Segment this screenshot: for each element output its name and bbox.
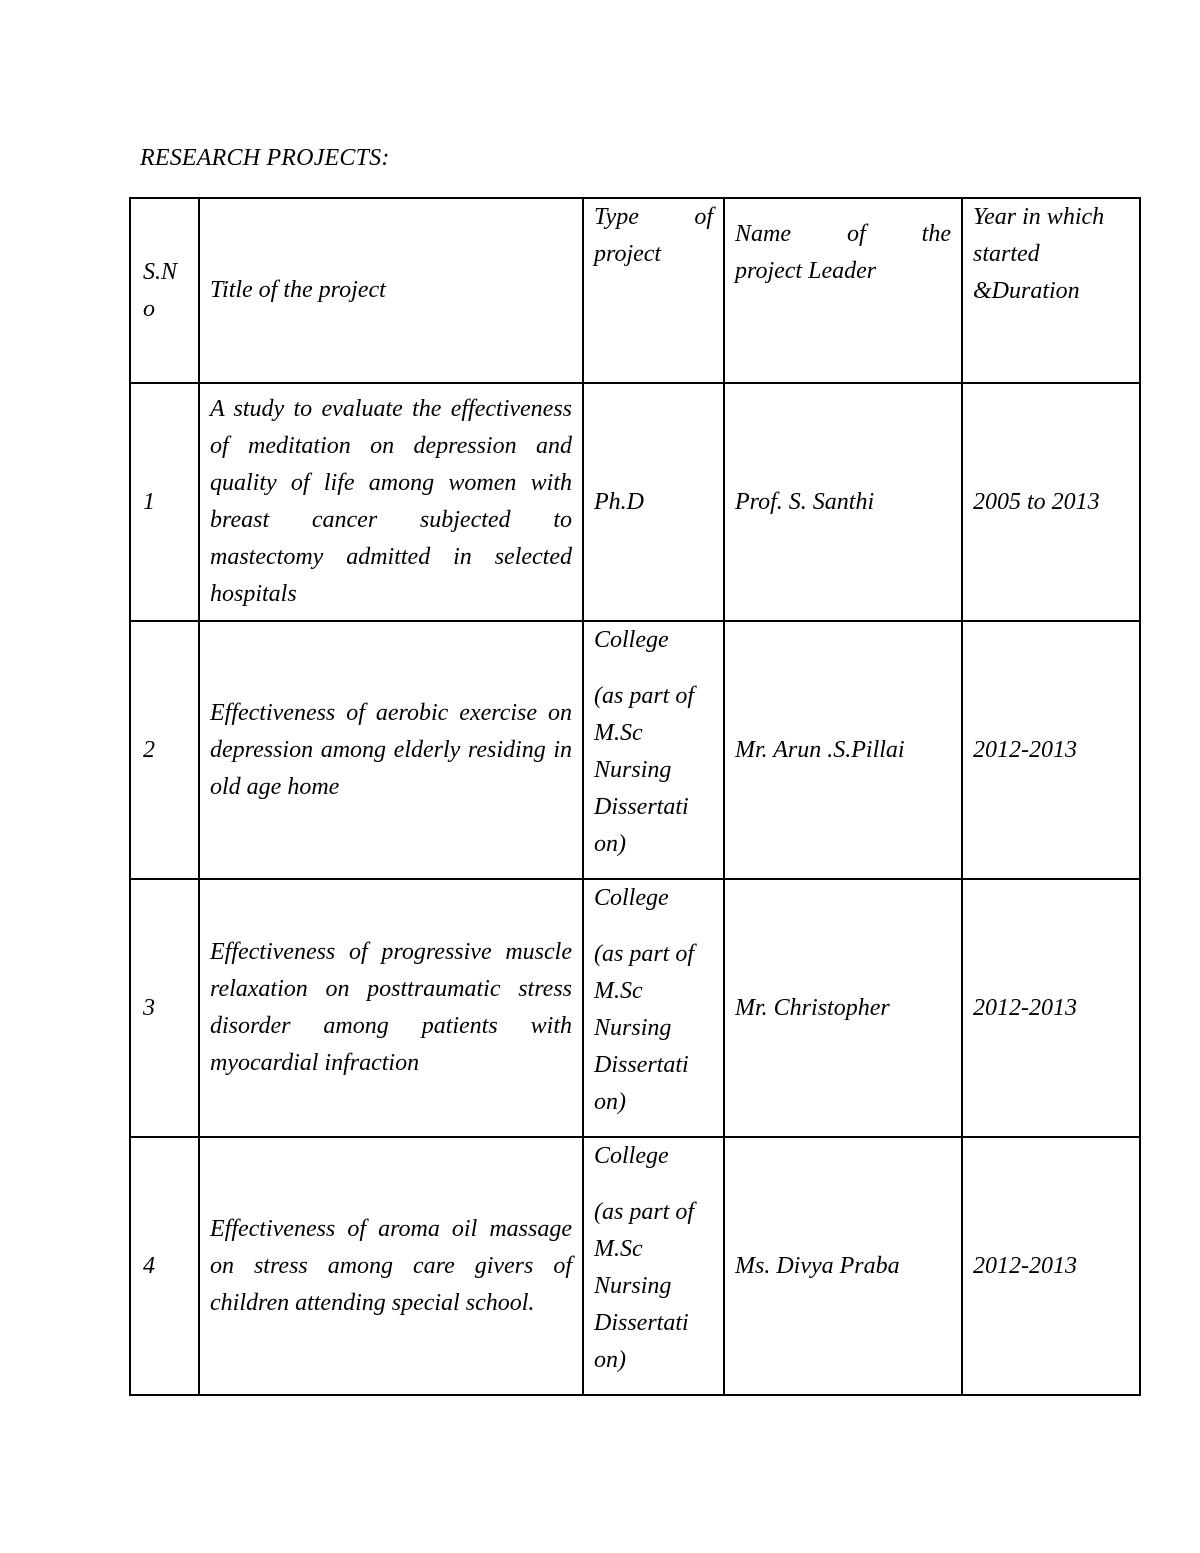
cell-type-line: on) — [594, 831, 626, 857]
cell-title: A study to evaluate the effectiveness of meditation on depression and quality of life among women with breast cancer subjected to mastectomy admitted in selected hospitals — [199, 383, 583, 621]
cell-type-line: (as part of — [594, 941, 695, 967]
table-header-row — [130, 198, 1140, 383]
table-row — [130, 879, 1140, 1137]
cell-title: Effectiveness of aerobic exercise on depression among elderly residing in old age home — [199, 621, 583, 879]
page-heading: RESEARCH PROJECTS: — [140, 145, 390, 171]
cell-type-line: on) — [594, 1089, 626, 1115]
cell-leader: Mr. Christopher — [724, 879, 962, 1137]
cell-sno: 1 — [130, 383, 199, 621]
cell-leader: Ms. Divya Praba — [724, 1137, 962, 1395]
table-row — [130, 621, 1140, 879]
cell-sno: 4 — [130, 1137, 199, 1395]
header-leader — [724, 198, 962, 383]
cell-sno: 3 — [130, 879, 199, 1137]
table-row — [130, 1137, 1140, 1395]
header-type — [583, 198, 724, 383]
cell-type — [583, 879, 724, 1137]
cell-leader: Prof. S. Santhi — [724, 383, 962, 621]
cell-type-line: College — [594, 627, 669, 653]
cell-type-line: Nursing — [594, 1273, 672, 1299]
header-sno — [130, 198, 199, 383]
cell-type: Ph.D — [583, 383, 724, 621]
header-type-word2: of — [694, 204, 713, 230]
cell-year: 2012-2013 — [962, 621, 1140, 879]
cell-type-line: M.Sc — [594, 720, 643, 746]
cell-year: 2012-2013 — [962, 879, 1140, 1137]
cell-leader: Mr. Arun .S.Pillai — [724, 621, 962, 879]
header-title — [199, 198, 583, 383]
header-leader-line2: project Leader — [735, 258, 877, 284]
cell-type-line: Dissertati — [594, 794, 689, 820]
cell-type-line: M.Sc — [594, 978, 643, 1004]
cell-type-line: (as part of — [594, 1199, 695, 1225]
header-year-line1: Year in which — [973, 204, 1105, 230]
header-leader-word3: the — [921, 221, 951, 247]
cell-type-line: Dissertati — [594, 1052, 689, 1078]
cell-type-line: M.Sc — [594, 1236, 643, 1262]
cell-type-line: College — [594, 1143, 669, 1169]
cell-year: 2012-2013 — [962, 1137, 1140, 1395]
header-title-text: Title of the project — [210, 277, 386, 303]
cell-type-line: Nursing — [594, 757, 672, 783]
cell-title: Effectiveness of progressive muscle relaxation on posttraumatic stress disorder among patients with myocardial infraction — [199, 879, 583, 1137]
cell-sno: 2 — [130, 621, 199, 879]
table-row — [130, 383, 1140, 621]
header-leader-word2: of — [847, 221, 866, 247]
header-leader-word1: Name — [735, 221, 791, 247]
cell-type-line: (as part of — [594, 683, 695, 709]
cell-type — [583, 621, 724, 879]
header-year — [962, 198, 1140, 383]
header-type-line2: project — [594, 241, 662, 267]
cell-year: 2005 to 2013 — [962, 383, 1140, 621]
header-year-line2: started — [973, 241, 1040, 267]
research-projects-table — [129, 197, 1141, 1396]
cell-type-line: Dissertati — [594, 1310, 689, 1336]
cell-title: Effectiveness of aroma oil massage on stress among care givers of children attending special school. — [199, 1137, 583, 1395]
cell-type — [583, 1137, 724, 1395]
cell-type-line: on) — [594, 1347, 626, 1373]
header-year-line3: &Duration — [973, 278, 1080, 304]
header-sno-line1: S.N — [143, 258, 178, 285]
cell-type-line: College — [594, 885, 669, 911]
header-type-word1: Type — [594, 204, 639, 230]
header-sno-line2: o — [143, 295, 155, 322]
cell-type-line: Nursing — [594, 1015, 672, 1041]
